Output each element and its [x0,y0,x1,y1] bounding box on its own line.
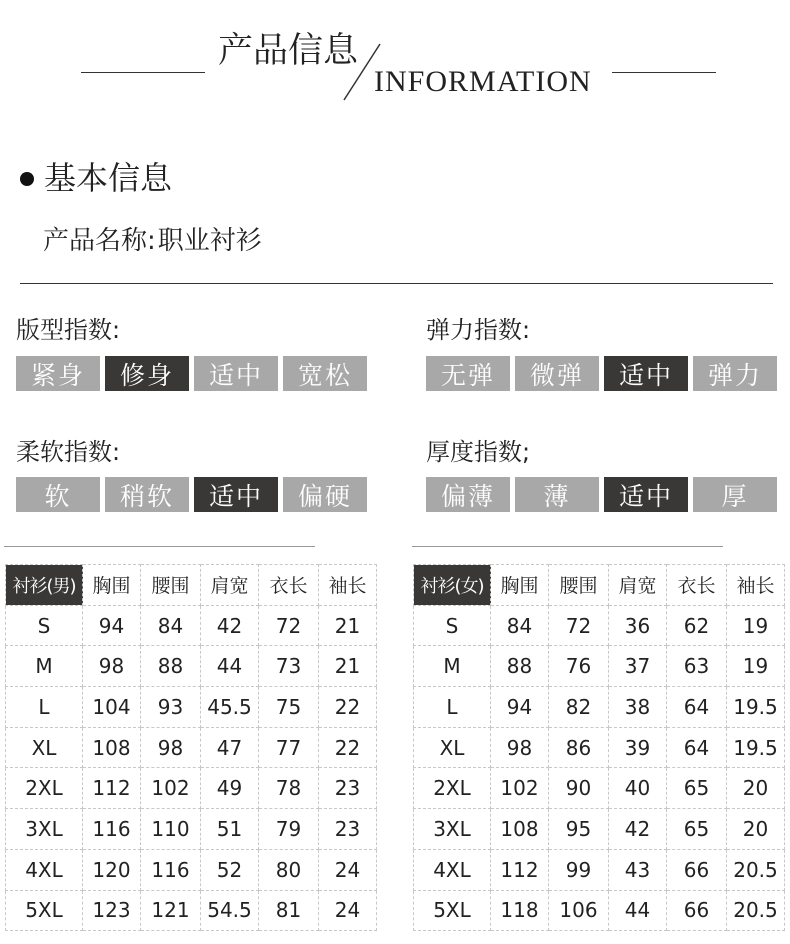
measure-cell: 72 [549,605,609,646]
measure-cell: 98 [141,727,201,768]
measure-cell: 22 [319,727,377,768]
table-row [6,687,377,728]
column-header: 腰围 [141,565,201,606]
thick-option-chip: 薄 [515,477,599,512]
measure-cell: 45.5 [201,687,259,728]
measure-cell: 64 [667,727,727,768]
measure-cell: 86 [549,727,609,768]
fit-index-chips [16,356,367,391]
soft-index-chips [16,477,367,512]
measure-cell: 51 [201,809,259,850]
size-cell: 4XL [414,849,491,890]
table-row [6,605,377,646]
measure-cell: 54.5 [201,890,259,931]
size-cell: 3XL [414,809,491,850]
measure-cell: 88 [491,646,549,687]
measure-cell: 76 [549,646,609,687]
measure-cell: 94 [491,687,549,728]
fit-option-chip: 紧身 [16,356,100,391]
measure-cell: 84 [141,605,201,646]
table-row [6,849,377,890]
section-title: 基本信息 [44,159,173,197]
column-header: 腰围 [549,565,609,606]
measure-cell: 44 [201,646,259,687]
soft-option-chip: 偏硬 [283,477,367,512]
elastic-option-chip: 适中 [604,356,688,391]
soft-option-chip: 稍软 [105,477,189,512]
fit-option-chip: 修身 [105,356,189,391]
measure-cell: 116 [141,849,201,890]
product-name-row [41,228,262,254]
measure-cell: 84 [491,605,549,646]
measure-cell: 93 [141,687,201,728]
table-row [414,727,785,768]
measure-cell: 20 [727,768,785,809]
measure-cell: 65 [667,809,727,850]
measure-cell: 43 [609,849,667,890]
section-divider [20,283,773,284]
men-table-rule [4,546,315,547]
header-left-rule [81,72,205,73]
measure-cell: 98 [491,727,549,768]
column-header: 衣长 [259,565,319,606]
table-row [6,727,377,768]
measure-cell: 82 [549,687,609,728]
measure-cell: 44 [609,890,667,931]
table-row [414,687,785,728]
measure-cell: 47 [201,727,259,768]
size-cell: M [6,646,83,687]
measure-cell: 19 [727,605,785,646]
measure-cell: 112 [491,849,549,890]
size-cell: XL [6,727,83,768]
table-row [6,809,377,850]
table-row [414,646,785,687]
table-header-row [414,565,785,606]
measure-cell: 80 [259,849,319,890]
measure-cell: 23 [319,809,377,850]
measure-cell: 65 [667,768,727,809]
thick-option-chip: 厚 [693,477,777,512]
measure-cell: 20.5 [727,849,785,890]
measure-cell: 94 [83,605,141,646]
header-right-rule [612,72,716,73]
size-cell: 5XL [6,890,83,931]
size-cell: 3XL [6,809,83,850]
table-row [414,809,785,850]
measure-cell: 39 [609,727,667,768]
measure-cell: 118 [491,890,549,931]
measure-cell: 42 [609,809,667,850]
fit-option-chip: 宽松 [283,356,367,391]
measure-cell: 49 [201,768,259,809]
measure-cell: 72 [259,605,319,646]
measure-cell: 77 [259,727,319,768]
measure-cell: 99 [549,849,609,890]
fit-option-chip: 适中 [194,356,278,391]
measure-cell: 23 [319,768,377,809]
measure-cell: 102 [491,768,549,809]
header-title-cn: 产品信息 [218,31,359,71]
measure-cell: 64 [667,687,727,728]
women-size-table [413,564,785,931]
measure-cell: 42 [201,605,259,646]
measure-cell: 19 [727,646,785,687]
size-cell: 5XL [414,890,491,931]
measure-cell: 75 [259,687,319,728]
measure-cell: 95 [549,809,609,850]
measure-cell: 104 [83,687,141,728]
measure-cell: 24 [319,890,377,931]
measure-cell: 63 [667,646,727,687]
size-cell: S [6,605,83,646]
measure-cell: 21 [319,605,377,646]
measure-cell: 37 [609,646,667,687]
measure-cell: 19.5 [727,727,785,768]
measure-cell: 19.5 [727,687,785,728]
measure-cell: 108 [83,727,141,768]
elastic-index-chips [426,356,777,391]
size-cell: XL [414,727,491,768]
soft-option-chip: 适中 [194,477,278,512]
measure-cell: 24 [319,849,377,890]
women-table-rule [412,546,723,547]
column-header: 肩宽 [201,565,259,606]
measure-cell: 112 [83,768,141,809]
measure-cell: 52 [201,849,259,890]
measure-cell: 81 [259,890,319,931]
size-cell: 4XL [6,849,83,890]
measure-cell: 116 [83,809,141,850]
measure-cell: 121 [141,890,201,931]
column-header: 袖长 [727,565,785,606]
measure-cell: 20.5 [727,890,785,931]
measure-cell: 66 [667,890,727,931]
table-header-row [6,565,377,606]
measure-cell: 40 [609,768,667,809]
elastic-option-chip: 微弹 [515,356,599,391]
column-header: 胸围 [491,565,549,606]
column-header: 肩宽 [609,565,667,606]
fit-index-label: 版型指数: [16,316,121,344]
table-row [414,890,785,931]
men-size-table [5,564,377,931]
measure-cell: 66 [667,849,727,890]
size-cell: 2XL [414,768,491,809]
measure-cell: 79 [259,809,319,850]
measure-cell: 98 [83,646,141,687]
measure-cell: 123 [83,890,141,931]
soft-index-label: 柔软指数: [16,438,121,466]
table-row [414,768,785,809]
bullet-dot [20,172,34,186]
measure-cell: 88 [141,646,201,687]
table-row [6,890,377,931]
soft-option-chip: 软 [16,477,100,512]
thick-option-chip: 适中 [604,477,688,512]
header-title-en: INFORMATION [374,65,592,98]
size-cell: L [414,687,491,728]
measure-cell: 120 [83,849,141,890]
table-row [6,768,377,809]
size-cell: L [6,687,83,728]
elastic-option-chip: 弹力 [693,356,777,391]
measure-cell: 78 [259,768,319,809]
measure-cell: 22 [319,687,377,728]
measure-cell: 73 [259,646,319,687]
size-cell: S [414,605,491,646]
size-cell: 2XL [6,768,83,809]
table-title-cell: 衬衫(男) [6,565,83,606]
column-header: 袖长 [319,565,377,606]
product-name-label: 产品名称: [43,226,156,256]
column-header: 衣长 [667,565,727,606]
measure-cell: 108 [491,809,549,850]
column-header: 胸围 [83,565,141,606]
measure-cell: 21 [319,646,377,687]
table-row [414,605,785,646]
table-title-cell: 衬衫(女) [414,565,491,606]
measure-cell: 90 [549,768,609,809]
measure-cell: 38 [609,687,667,728]
product-name-value: 职业衬衫 [157,226,262,256]
measure-cell: 62 [667,605,727,646]
thick-index-label: 厚度指数; [426,438,531,466]
measure-cell: 36 [609,605,667,646]
elastic-index-label: 弹力指数: [426,316,531,344]
measure-cell: 20 [727,809,785,850]
table-row [414,849,785,890]
thick-index-chips [426,477,777,512]
measure-cell: 110 [141,809,201,850]
elastic-option-chip: 无弹 [426,356,510,391]
table-row [6,646,377,687]
thick-option-chip: 偏薄 [426,477,510,512]
measure-cell: 106 [549,890,609,931]
size-cell: M [414,646,491,687]
measure-cell: 102 [141,768,201,809]
